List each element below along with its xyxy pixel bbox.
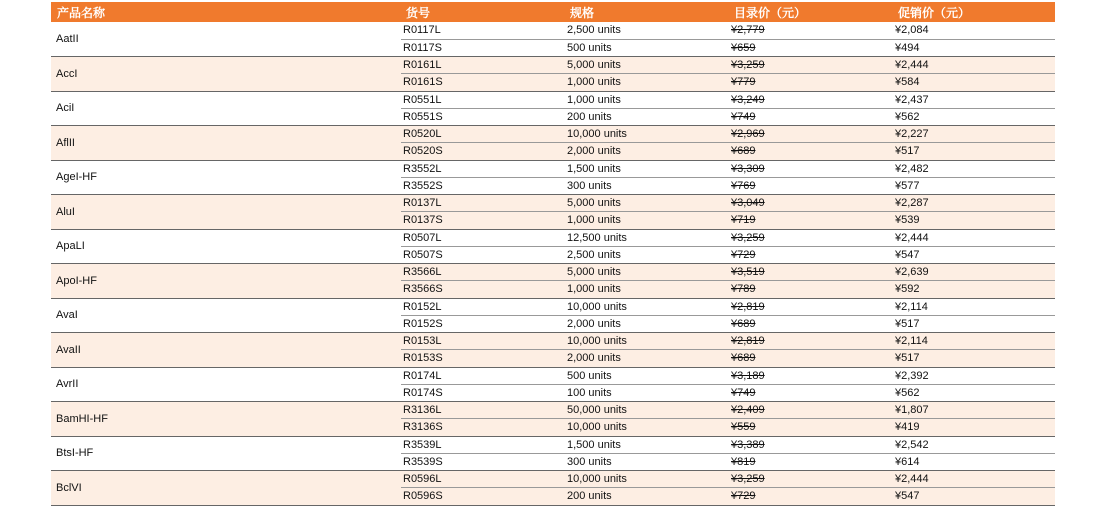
catalog-no-cell: R3552L [401,160,565,177]
strikethrough-price: ¥659 [731,41,756,54]
strikethrough-price: ¥719 [731,214,756,227]
list-price-cell [729,367,893,384]
catalog-no-cell: R0117S [401,39,565,56]
table-header [51,2,1055,22]
list-price-cell [729,281,893,298]
list-price-cell [729,350,893,367]
list-price-cell [729,436,893,453]
strikethrough-price: ¥3,049 [731,197,765,210]
catalog-no-cell: R0174S [401,384,565,401]
size-cell: 10,000 units [565,298,729,315]
size-cell: 10,000 units [565,333,729,350]
list-price-cell [729,315,893,332]
list-price-cell [729,488,893,505]
catalog-no-cell: R3539L [401,436,565,453]
catalog-no-cell: R3136S [401,419,565,436]
list-price-cell [729,177,893,194]
promo-price-cell: ¥2,444 [893,229,1055,246]
size-cell: 2,000 units [565,315,729,332]
promo-price-cell: ¥517 [893,143,1055,160]
product-name-cell: AluI [51,195,401,230]
table-row [51,298,1055,315]
catalog-no-cell: R0152S [401,315,565,332]
catalog-no-cell: R0507S [401,246,565,263]
promo-price-cell: ¥2,444 [893,57,1055,74]
catalog-no-cell: R0153L [401,333,565,350]
list-price-cell [729,419,893,436]
table-row [51,264,1055,281]
promo-price-cell: ¥2,444 [893,471,1055,488]
header-catalog-no: 货号 [406,5,431,20]
catalog-no-cell: R0137S [401,212,565,229]
table-row [51,57,1055,74]
promo-price-cell: ¥2,114 [893,333,1055,350]
list-price-cell [729,143,893,160]
catalog-no-cell: R0174L [401,367,565,384]
promo-price-cell: ¥2,542 [893,436,1055,453]
promo-price-cell: ¥2,084 [893,22,1055,39]
promo-price-cell: ¥584 [893,74,1055,91]
promo-price-cell: ¥547 [893,246,1055,263]
list-price-cell [729,108,893,125]
size-cell: 200 units [565,108,729,125]
size-cell: 10,000 units [565,419,729,436]
table-row [51,436,1055,453]
catalog-no-cell: R0520S [401,143,565,160]
size-cell: 2,000 units [565,350,729,367]
strikethrough-price: ¥819 [731,455,756,468]
size-cell: 2,500 units [565,22,729,39]
promo-price-cell: ¥562 [893,384,1055,401]
size-cell: 12,500 units [565,229,729,246]
product-name-cell: BclVI [51,471,401,506]
table-row [51,195,1055,212]
header-row [51,2,1055,22]
product-name-cell: AvrII [51,367,401,402]
size-cell: 10,000 units [565,126,729,143]
catalog-no-cell: R3566S [401,281,565,298]
promo-price-cell: ¥517 [893,350,1055,367]
list-price-cell [729,195,893,212]
price-table [51,2,1055,506]
strikethrough-price: ¥3,259 [731,231,765,244]
list-price-cell [729,160,893,177]
strikethrough-price: ¥3,309 [731,162,765,175]
catalog-no-cell: R0161S [401,74,565,91]
product-name-cell: AgeI-HF [51,160,401,195]
strikethrough-price: ¥3,259 [731,59,765,72]
catalog-no-cell: R0551L [401,91,565,108]
strikethrough-price: ¥2,819 [731,335,765,348]
strikethrough-price: ¥749 [731,110,756,123]
size-cell: 1,000 units [565,74,729,91]
product-name-cell: AvaI [51,298,401,333]
table-row [51,22,1055,39]
strikethrough-price: ¥779 [731,76,756,89]
list-price-cell [729,22,893,39]
strikethrough-price: ¥3,249 [731,93,765,106]
strikethrough-price: ¥2,819 [731,300,765,313]
table-row [51,160,1055,177]
size-cell: 500 units [565,367,729,384]
list-price-cell [729,402,893,419]
strikethrough-price: ¥3,189 [731,369,765,382]
header-promo-price: 促销价（元） [898,5,971,20]
catalog-no-cell: R0137L [401,195,565,212]
strikethrough-price: ¥729 [731,490,756,503]
catalog-no-cell: R0117L [401,22,565,39]
catalog-no-cell: R3552S [401,177,565,194]
list-price-cell [729,384,893,401]
list-price-cell [729,91,893,108]
size-cell: 1,000 units [565,281,729,298]
promo-price-cell: ¥614 [893,453,1055,470]
promo-price-cell: ¥547 [893,488,1055,505]
list-price-cell [729,298,893,315]
catalog-no-cell: R0596S [401,488,565,505]
strikethrough-price: ¥689 [731,145,756,158]
list-price-cell [729,333,893,350]
size-cell: 500 units [565,39,729,56]
promo-price-cell: ¥2,392 [893,367,1055,384]
promo-price-cell: ¥2,287 [893,195,1055,212]
header-product-name: 产品名称 [57,5,106,20]
size-cell: 300 units [565,453,729,470]
catalog-no-cell: R0551S [401,108,565,125]
catalog-no-cell: R0153S [401,350,565,367]
catalog-no-cell: R3136L [401,402,565,419]
size-cell: 300 units [565,177,729,194]
promo-price-cell: ¥517 [893,315,1055,332]
catalog-no-cell: R0507L [401,229,565,246]
header-size: 规格 [570,5,595,20]
list-price-cell [729,453,893,470]
product-name-cell: ApaLI [51,229,401,264]
product-name-cell: BtsI-HF [51,436,401,471]
catalog-no-cell: R0596L [401,471,565,488]
size-cell: 2,000 units [565,143,729,160]
product-name-cell: AvaII [51,333,401,368]
product-name-cell: AflII [51,126,401,161]
list-price-cell [729,57,893,74]
list-price-cell [729,471,893,488]
size-cell: 1,000 units [565,212,729,229]
list-price-cell [729,212,893,229]
list-price-cell [729,246,893,263]
header-list-price: 目录价（元） [734,5,807,20]
table-row [51,333,1055,350]
promo-price-cell: ¥2,639 [893,264,1055,281]
promo-price-cell: ¥1,807 [893,402,1055,419]
size-cell: 5,000 units [565,57,729,74]
product-name-cell: BamHI-HF [51,402,401,437]
strikethrough-price: ¥689 [731,352,756,365]
list-price-cell [729,264,893,281]
catalog-no-cell: R0520L [401,126,565,143]
product-name-cell: AciI [51,91,401,126]
strikethrough-price: ¥729 [731,248,756,261]
size-cell: 1,000 units [565,91,729,108]
table-row [51,229,1055,246]
size-cell: 1,500 units [565,436,729,453]
promo-price-cell: ¥2,482 [893,160,1055,177]
catalog-no-cell: R3566L [401,264,565,281]
strikethrough-price: ¥2,779 [731,24,765,37]
strikethrough-price: ¥2,409 [731,404,765,417]
table-row [51,402,1055,419]
strikethrough-price: ¥559 [731,421,756,434]
size-cell: 2,500 units [565,246,729,263]
promo-price-cell: ¥592 [893,281,1055,298]
table-row [51,367,1055,384]
strikethrough-price: ¥749 [731,386,756,399]
promo-price-cell: ¥2,114 [893,298,1055,315]
promo-price-cell: ¥2,437 [893,91,1055,108]
table-row [51,91,1055,108]
size-cell: 5,000 units [565,264,729,281]
table-row [51,471,1055,488]
table-body [51,22,1055,505]
strikethrough-price: ¥3,389 [731,438,765,451]
size-cell: 5,000 units [565,195,729,212]
size-cell: 10,000 units [565,471,729,488]
size-cell: 200 units [565,488,729,505]
strikethrough-price: ¥3,519 [731,266,765,279]
size-cell: 50,000 units [565,402,729,419]
list-price-cell [729,126,893,143]
promo-price-cell: ¥562 [893,108,1055,125]
strikethrough-price: ¥769 [731,179,756,192]
product-name-cell: AatII [51,22,401,57]
list-price-cell [729,74,893,91]
strikethrough-price: ¥689 [731,317,756,330]
size-cell: 1,500 units [565,160,729,177]
table-row [51,126,1055,143]
strikethrough-price: ¥2,969 [731,128,765,141]
catalog-no-cell: R3539S [401,453,565,470]
strikethrough-price: ¥789 [731,283,756,296]
promo-price-cell: ¥494 [893,39,1055,56]
promo-price-cell: ¥419 [893,419,1055,436]
product-name-cell: AccI [51,57,401,92]
catalog-no-cell: R0152L [401,298,565,315]
promo-price-cell: ¥539 [893,212,1055,229]
promo-price-cell: ¥2,227 [893,126,1055,143]
product-name-cell: ApoI-HF [51,264,401,299]
catalog-no-cell: R0161L [401,57,565,74]
size-cell: 100 units [565,384,729,401]
list-price-cell [729,229,893,246]
promo-price-cell: ¥577 [893,177,1055,194]
list-price-cell [729,39,893,56]
strikethrough-price: ¥3,259 [731,473,765,486]
